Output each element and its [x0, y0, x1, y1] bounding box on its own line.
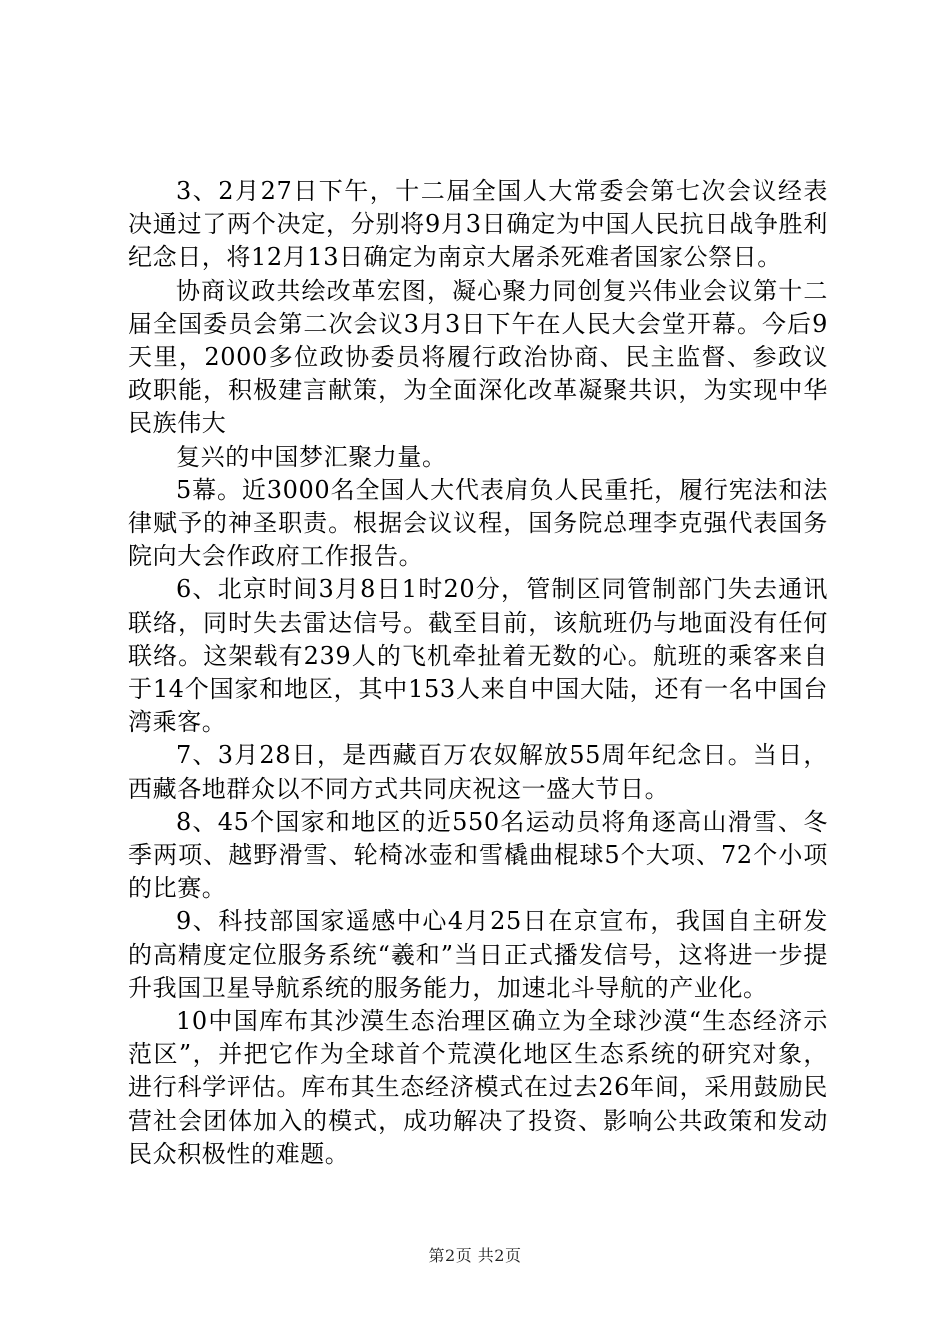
- paragraph-cppcc-opening: 协商议政共绘改革宏图，凝心聚力同创复兴伟业会议第十二届全国委员会第二次会议3月3日下午在人民大会堂开幕。今后9天里，2000多位政协委员将履行政治协商、民主监督、参政议政职能，积极建言献策，为全面深化改革凝聚共识，为实现中华民族伟大: [128, 276, 828, 438]
- paragraph-item-5: 5幕。近3000名全国人大代表肩负人民重托，履行宪法和法律赋予的神圣职责。根据会议议程，国务院总理李克强代表国务院向大会作政府工作报告。: [128, 475, 828, 571]
- paragraph-item-10: 10中国库布其沙漠生态治理区确立为全球沙漠“生态经济示范区”，并把它作为全球首个荒漠化地区生态系统的研究对象，进行科学评估。库布其生态经济模式在过去26年间，采用鼓励民营社会团体加入的模式，成功解决了投资、影响公共政策和发动民众积极性的难题。: [128, 1007, 828, 1168]
- page-footer: [0, 1246, 950, 1266]
- paragraph-item-9: 9、科技部国家遥感中心4月25日在京宣布，我国自主研发的高精度定位服务系统“羲和”当日正式播发信号，这将进一步提升我国卫星导航系统的服务能力，加速北斗导航的产业化。: [128, 907, 828, 1002]
- document-body: [128, 175, 828, 1171]
- paragraph-item-8: 8、45个国家和地区的近550名运动员将角逐高山滑雪、冬季两项、越野滑雪、轮椅冰壶和雪橇曲棍球5个大项、72个小项的比赛。: [128, 807, 828, 903]
- paragraph-chinese-dream: 复兴的中国梦汇聚力量。: [176, 442, 447, 471]
- paragraph-item-7: 7、3月28日，是西藏百万农奴解放55周年纪念日。当日，西藏各地群众以不同方式共同庆祝这一盛大节日。: [128, 741, 828, 803]
- page-number-label: 第2页 共2页: [428, 1246, 522, 1265]
- paragraph-item-6: 6、北京时间3月8日1时20分，管制区同管制部门失去通讯联络，同时失去雷达信号。截至目前，该航班仍与地面没有任何联络。这架载有239人的飞机牵扯着无数的心。航班的乘客来自于14个国家和地区，其中153人来自中国大陆，还有一名中国台湾乘客。: [128, 575, 828, 737]
- paragraph-item-3: 3、2月27日下午，十二届全国人大常委会第七次会议经表决通过了两个决定，分别将9月3日确定为中国人民抗日战争胜利纪念日，将12月13日确定为南京大屠杀死难者国家公祭日。: [128, 177, 828, 272]
